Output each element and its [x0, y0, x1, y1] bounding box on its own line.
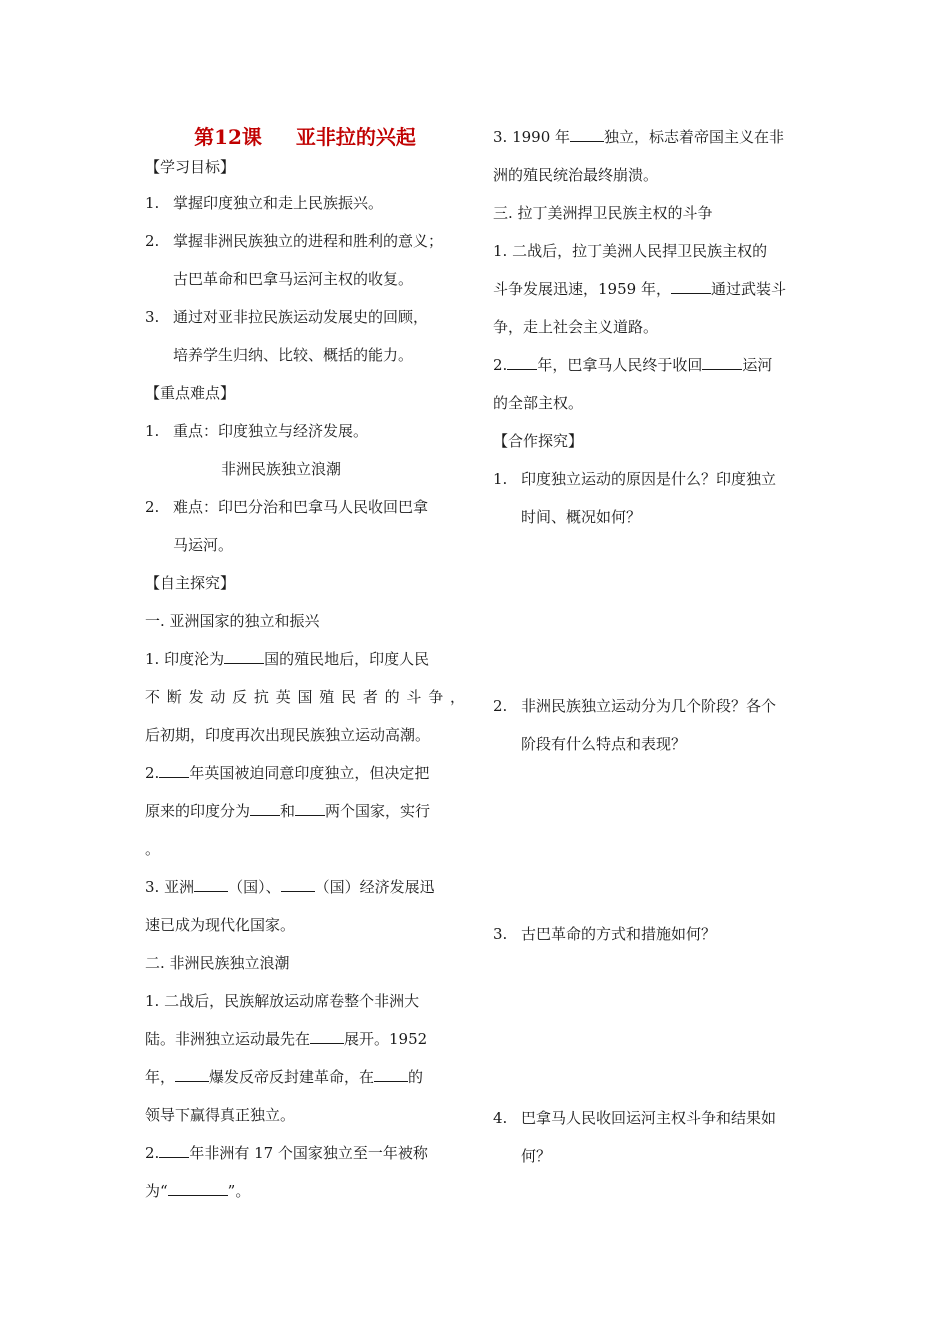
fill-blank[interactable] [194, 874, 228, 892]
fill-blank[interactable] [159, 1140, 189, 1158]
question-1-cont: 不断发动反抗英国殖民者的斗争， [145, 688, 465, 706]
coop-question-3: 3. 古巴革命的方式和措施如何？ [493, 925, 717, 943]
fill-blank[interactable] [310, 1026, 344, 1044]
section-1-heading: 一. 亚洲国家的独立和振兴 [145, 612, 320, 630]
fill-blank[interactable] [671, 276, 711, 294]
question-2-cont: 原来的印度分为 和 两个国家，实行 [145, 792, 465, 830]
coop-question-4: 4. 巴拿马人民收回运河主权斗争和结果如 [493, 1109, 777, 1127]
right-column [493, 118, 813, 1175]
question-1-cont2: 后初期，印度再次出现民族独立运动高潮。 [145, 726, 431, 744]
lesson-number: 第12课 [194, 125, 262, 149]
answer-space[interactable] [493, 763, 813, 915]
key-2: 2. 难点：印巴分治和巴拿马人民收回巴拿 [145, 498, 429, 516]
latin-2-cont: 的全部主权。 [493, 394, 584, 412]
question-2: 2. 年英国被迫同意印度独立，但决定把 [145, 754, 465, 792]
fill-blank[interactable] [702, 352, 742, 370]
left-column [145, 118, 465, 1210]
section-2-heading: 二. 非洲民族独立浪潮 [145, 954, 290, 972]
coop-question-1-cont: 时间、概况如何？ [521, 508, 642, 526]
africa-2: 2. 年非洲有 17 个国家独立至一年被称 [145, 1134, 465, 1172]
fill-blank[interactable] [159, 760, 189, 778]
africa-2-cont: 为“ ”。 [145, 1172, 465, 1210]
fill-blank[interactable] [374, 1064, 408, 1082]
fill-blank[interactable] [281, 874, 315, 892]
question-3-cont: 速已成为现代化国家。 [145, 916, 296, 934]
africa-1-cont2: 年， 爆发反帝反封建革命，在 的 [145, 1058, 465, 1096]
coop-question-2-cont: 阶段有什么特点和表现？ [521, 735, 687, 753]
africa-3-cont: 洲的殖民统治最终崩溃。 [493, 166, 659, 184]
key-1-cont: 非洲民族独立浪潮 [221, 460, 342, 478]
answer-space[interactable] [493, 536, 813, 687]
fill-blank[interactable] [168, 1178, 228, 1196]
goal-3-cont: 培养学生归纳、比较、概括的能力。 [173, 346, 414, 364]
question-3: 3. 亚洲 （国）、 （国）经济发展迅 [145, 868, 465, 906]
latin-1-cont2: 争，走上社会主义道路。 [493, 318, 659, 336]
coop-question-1: 1. 印度独立运动的原因是什么？印度独立 [493, 470, 777, 488]
fill-blank[interactable] [224, 646, 264, 664]
section-3-heading: 三. 拉丁美洲捍卫民族主权的斗争 [493, 204, 713, 222]
goal-1: 1. 掌握印度独立和走上民族振兴。 [145, 194, 384, 212]
page-title [145, 118, 465, 156]
question-1: 1. 印度沦为 国的殖民地后，印度人民 [145, 640, 465, 678]
question-2-cont2: 。 [145, 840, 161, 858]
africa-3: 3. 1990 年 独立，标志着帝国主义在非 [493, 118, 813, 156]
fill-blank[interactable] [175, 1064, 209, 1082]
africa-1-cont: 陆。非洲独立运动最先在 展开。1952 [145, 1020, 465, 1058]
fill-blank[interactable] [570, 124, 604, 142]
goal-2: 2. 掌握非洲民族独立的进程和胜利的意义； [145, 232, 444, 250]
fill-blank[interactable] [295, 798, 325, 816]
latin-1: 1. 二战后，拉丁美洲人民捍卫民族主权的 [493, 242, 768, 260]
goal-2-cont: 古巴革命和巴拿马运河主权的收复。 [173, 270, 414, 288]
self-study-heading: 【自主探究】 [145, 574, 236, 592]
key-1: 1. 重点：印度独立与经济发展。 [145, 422, 369, 440]
answer-space[interactable] [493, 953, 813, 1099]
africa-1-cont3: 领导下赢得真正独立。 [145, 1106, 296, 1124]
fill-blank[interactable] [250, 798, 280, 816]
coop-question-4-cont: 何？ [521, 1147, 552, 1165]
lesson-topic: 亚非拉的兴起 [295, 125, 416, 149]
fill-blank[interactable] [507, 352, 537, 370]
latin-2: 2. 年，巴拿马人民终于收回 运河 [493, 346, 813, 384]
key-heading: 【重点难点】 [145, 384, 236, 402]
coop-heading: 【合作探究】 [493, 432, 584, 450]
africa-1: 1. 二战后，民族解放运动席卷整个非洲大 [145, 992, 420, 1010]
goals-heading: 【学习目标】 [145, 158, 236, 176]
latin-1-cont: 斗争发展迅速，1959 年， 通过武装斗 [493, 270, 813, 308]
coop-question-2: 2. 非洲民族独立运动分为几个阶段？各个 [493, 697, 777, 715]
goal-3: 3. 通过对亚非拉民族运动发展史的回顾， [145, 308, 429, 326]
key-2-cont: 马运河。 [173, 536, 234, 554]
